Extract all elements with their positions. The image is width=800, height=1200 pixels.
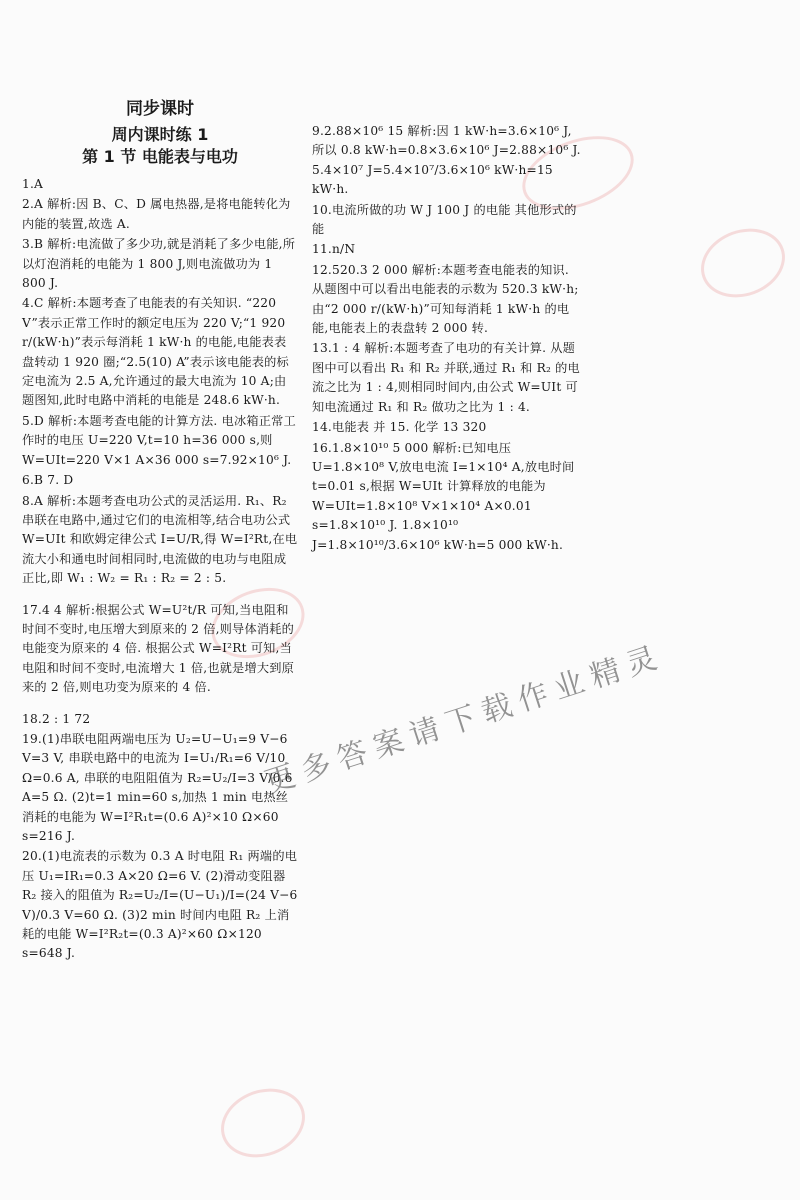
answer-item: 12.520.3 2 000 解析:本题考查电能表的知识. 从题图中可以看出电能表的示数为 520.3 kW·h;由“2 000 r/(kW·h)”可知每消耗 1 kW·h 的电能,电能表上的表盘转 2 000 转. — [312, 262, 579, 336]
answer-item: 10.电流所做的功 W J 100 J 的电能 其他形式的能 — [312, 202, 577, 237]
answer-item: 17.4 4 解析:根据公式 W=U²t/R 可知,当电阻和时间不变时,电压增大到原来的 2 倍,则导体消耗的电能变为原来的 4 倍. 根据公式 W=I²Rt 可知,当电阻和时间不变时,电流增大 1 倍,也就是增大到原来的 2 倍,则电功变为原来的 4 倍. — [22, 602, 294, 695]
answer-item: 1.A — [22, 177, 44, 191]
answer-item: 8.A 解析:本题考查电功公式的灵活运用. R₁、R₂ 串联在电路中,通过它们的电流相等,结合电功公式 W=UIt 和欧姆定律公式 I=U/R,得 W=I²Rt,在电流大小和通电时间相同时,电流做的电功与电阻成正比,即 W₁ : W₂ = R₁ : R₂ = 2 : 5. — [22, 493, 298, 586]
answer-item: 13.1 : 4 解析:本题考查了电功的有关计算. 从题图中可以看出 R₁ 和 R₂ 并联,通过 R₁ 和 R₂ 的电流之比为 1 : 4,则相同时间内,由公式 W=UIt 可知电流通过 R₁ 和 R₂ 做功之比为 1 : 4. — [312, 341, 580, 414]
lesson-subtitle: 周内课时练 1 — [111, 125, 209, 144]
answer-item: 6.B 7. D — [22, 473, 74, 488]
section-heading: 第 1 节 电能表与电功 — [82, 147, 238, 166]
answer-item: 14.电能表 并 15. 化学 13 320 — [312, 420, 487, 435]
watermark-stamp — [691, 217, 794, 308]
watermark-stamp — [211, 1077, 314, 1168]
answer-item: 16.1.8×10¹⁰ 5 000 解析:已知电压 U=1.8×10⁸ V,放电电流 I=1×10⁴ A,放电时间 t=0.01 s,根据 W=UIt 计算释放的电能为 W=UIt=1.8×10⁸ V×1×10⁴ A×0.01 s=1.8×10¹⁰ J. 1.8×10¹⁰ J=1.8×10¹⁰/3.6×10⁶ kW·h=5 000 kW·h. — [312, 440, 575, 552]
answer-item: 2.A 解析:因 B、C、D 属电热器,是将电能转化为内能的装置,故选 A. — [22, 197, 291, 231]
answer-item: 9.2.88×10⁶ 15 解析:因 1 kW·h=3.6×10⁶ J,所以 0.8 kW·h=0.8×3.6×10⁶ J=2.88×10⁶ J. 5.4×10⁷ J=5.4×10⁷/3.6×10⁶ kW·h=15 kW·h. — [312, 124, 581, 197]
left-column — [22, 175, 298, 965]
answer-item: 19.(1)串联电阻两端电压为 U₂=U−U₁=9 V−6 V=3 V, 串联电路中的电流为 I=U₁/R₁=6 V/10 Ω=0.6 A, 串联的电阻阻值为 R₂=U₂/I=3 V/0.6 A=5 Ω. (2)t=1 min=60 s,加热 1 min 电热丝消耗的电能为 W=I²R₁t=(0.6 A)²×10 Ω×60 s=216 J. — [22, 731, 293, 843]
answer-item: 20.(1)电流表的示数为 0.3 A 时电阻 R₁ 两端的电压 U₁=IR₁=0.3 A×20 Ω=6 V. (2)滑动变阻器 R₂ 接入的阻值为 R₂=U₂/I=(U−U₁)/I=(24 V−6 V)/0.3 V=60 Ω. (3)2 min 时间内电阻 R₂ 上消耗的电能 W=I²R₂t=(0.3 A)²×60 Ω×120 s=648 J. — [22, 849, 298, 961]
answer-item: 4.C 解析:本题考查了电能表的有关知识. “220 V”表示正常工作时的额定电压为 220 V;“1 920 r/(kW·h)”表示每消耗 1 kW·h 的电能,电能表表盘转动 1 920 圈;“2.5(10) A”表示该电能表的标定电流为 2.5 A,允许通过的最大电流为 10 A;由题图知,此时电路中消耗的电能是 248.6 kW·h. — [22, 296, 289, 408]
right-column — [312, 122, 584, 556]
answer-item: 5.D 解析:本题考查电能的计算方法. 电冰箱正常工作时的电压 U=220 V,t=10 h=36 000 s,则 W=UIt=220 V×1 A×36 000 s=7.92×10⁶ J. — [22, 413, 296, 467]
answer-item: 11.n/N — [312, 242, 356, 257]
answer-item: 3.B 解析:电流做了多少功,就是消耗了多少电能,所以灯泡消耗的电能为 1 800 J,则电流做功为 1 800 J. — [22, 237, 296, 291]
answer-item: 18.2 : 1 72 — [22, 711, 91, 726]
watermark-text: 更多答案请下载作业精灵 — [260, 638, 669, 801]
title-block — [22, 98, 298, 168]
page-title: 同步课时 — [126, 99, 194, 119]
